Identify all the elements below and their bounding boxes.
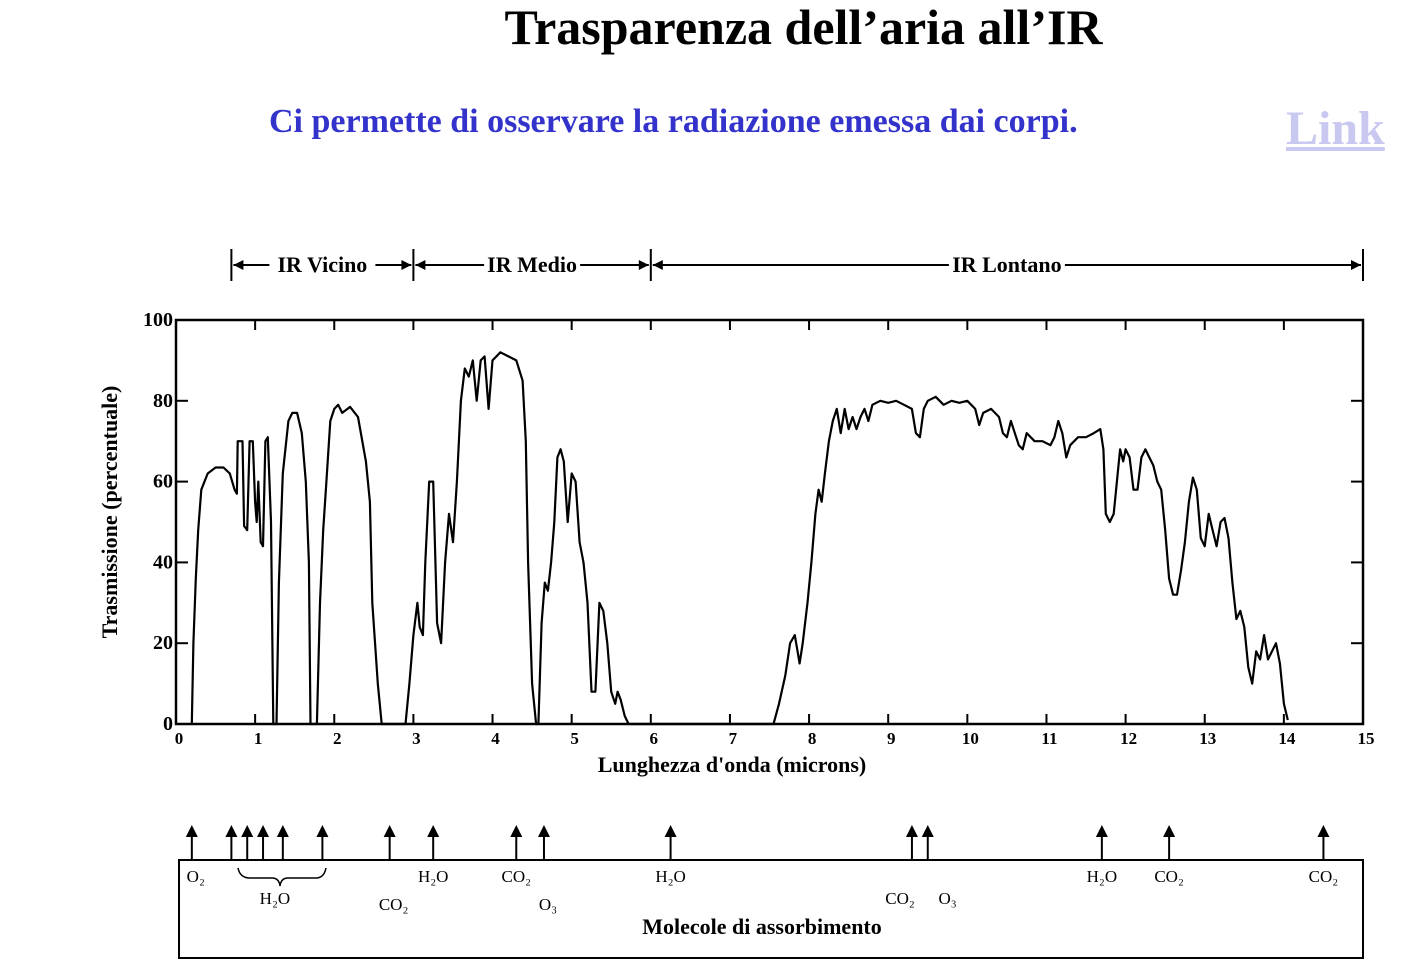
x-tick-label: 1 xyxy=(253,729,263,748)
absorber-label: CO₂ xyxy=(1154,867,1184,886)
region-arrowhead xyxy=(401,260,411,270)
absorber-labels xyxy=(187,867,1339,914)
x-tick-label: 13 xyxy=(1199,729,1217,748)
axis-ticks xyxy=(143,309,1375,748)
x-tick-label: 15 xyxy=(1357,729,1375,748)
region-arrowhead xyxy=(639,260,649,270)
absorber-arrowhead xyxy=(1317,825,1329,837)
region-arrowhead xyxy=(233,260,243,270)
y-tick-label: 100 xyxy=(143,309,173,331)
absorber-label: H₂O xyxy=(1086,867,1118,886)
x-tick-label: 0 xyxy=(174,729,184,748)
absorber-arrowhead xyxy=(906,825,918,837)
absorber-arrowhead xyxy=(427,825,439,837)
absorber-arrowhead xyxy=(538,825,550,837)
transmission-line xyxy=(192,352,1288,724)
x-tick-label: 8 xyxy=(807,729,817,748)
y-tick-label: 60 xyxy=(153,470,173,493)
page-subtitle: Ci permette di osservare la radiazione emessa dai corpi. xyxy=(269,103,1078,140)
x-tick-label: 12 xyxy=(1120,729,1138,748)
x-tick-label: 5 xyxy=(570,729,579,748)
y-tick-label: 40 xyxy=(153,551,173,574)
h2o-brace xyxy=(238,868,326,886)
absorber-arrows xyxy=(186,825,1330,860)
absorber-arrowhead xyxy=(384,825,396,837)
absorber-arrowhead xyxy=(510,825,522,837)
region-arrowhead xyxy=(415,260,425,270)
x-tick-label: 10 xyxy=(961,729,979,748)
y-tick-label: 80 xyxy=(153,389,173,412)
x-tick-label: 11 xyxy=(1041,729,1058,748)
y-tick-label: 0 xyxy=(163,713,173,735)
plot-frame xyxy=(176,320,1363,724)
link[interactable]: Link xyxy=(1286,102,1385,155)
absorber-label: O₃ xyxy=(938,889,957,908)
region-label: IR Lontano xyxy=(952,252,1062,277)
x-axis-label: Lunghezza d'onda (microns) xyxy=(597,752,867,777)
absorber-label: CO₂ xyxy=(885,889,915,908)
x-tick-label: 2 xyxy=(333,729,342,748)
absorber-label: O₂ xyxy=(186,867,205,886)
x-tick-label: 3 xyxy=(412,729,421,748)
absorber-box-label: Molecole di assorbimento xyxy=(642,914,882,939)
region-label: IR Medio xyxy=(487,252,578,277)
absorber-arrowhead xyxy=(277,825,289,837)
y-axis-label: Trasmissione (percentuale) xyxy=(97,385,122,639)
x-tick-label: 9 xyxy=(886,729,896,748)
x-tick-label: 14 xyxy=(1278,729,1296,748)
absorber-label: CO₂ xyxy=(1308,867,1339,886)
absorber-label: O₃ xyxy=(538,895,558,914)
absorber-label: CO₂ xyxy=(501,867,532,886)
absorber-arrowhead xyxy=(665,825,677,837)
x-tick-label: 6 xyxy=(649,729,659,748)
y-tick-label: 20 xyxy=(153,632,173,655)
x-tick-label: 4 xyxy=(491,729,500,748)
absorber-label: CO₂ xyxy=(378,895,409,914)
absorber-arrowhead xyxy=(225,825,237,837)
absorber-arrowhead xyxy=(1096,825,1108,837)
region-arrowhead xyxy=(653,260,663,270)
page-title: Trasparenza dell’aria all’IR xyxy=(504,0,1103,55)
absorber-arrowhead xyxy=(316,825,328,837)
absorber-arrowhead xyxy=(922,825,934,837)
absorber-label: H₂O xyxy=(655,867,686,886)
region-arrowhead xyxy=(1351,260,1361,270)
region-label: IR Vicino xyxy=(277,252,368,277)
ir-regions xyxy=(231,249,1363,281)
absorber-arrowhead xyxy=(186,825,198,837)
x-tick-label: 7 xyxy=(728,729,738,748)
absorber-label: H₂O xyxy=(417,867,449,886)
absorber-arrowhead xyxy=(1163,825,1175,837)
absorber-arrowhead xyxy=(257,825,269,837)
absorber-arrowhead xyxy=(241,825,253,837)
absorber-label: H₂O xyxy=(259,889,291,908)
absorber-box xyxy=(179,860,1363,958)
